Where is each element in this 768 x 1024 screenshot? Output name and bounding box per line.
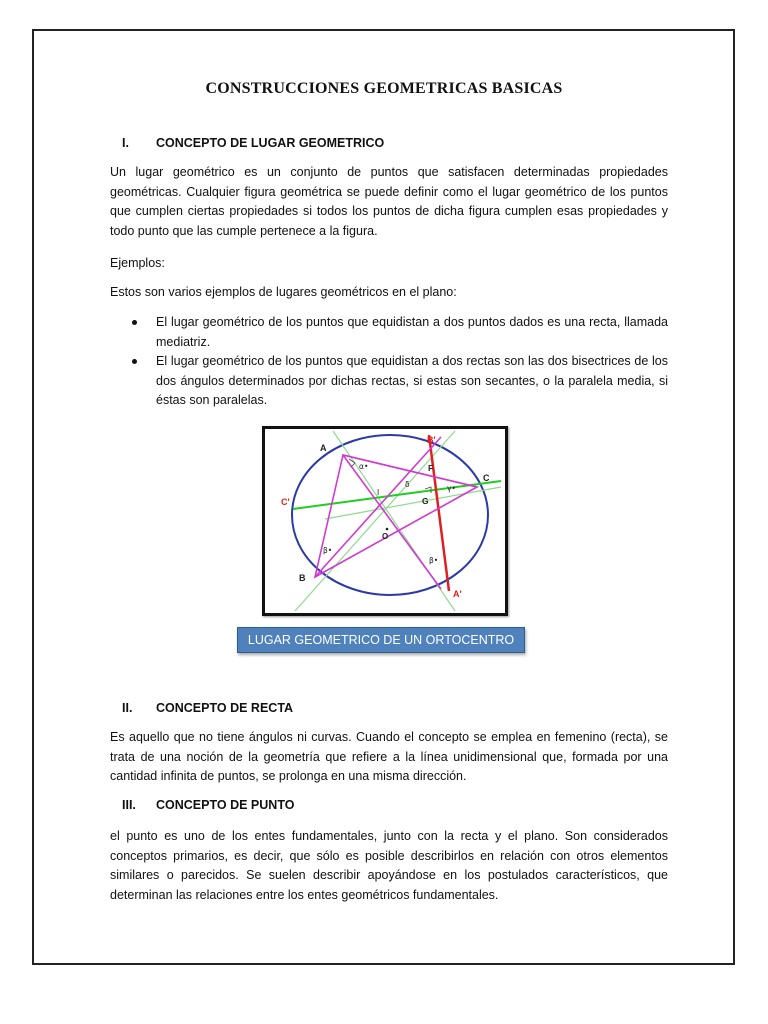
- section-2-heading: [122, 701, 293, 715]
- label-a: A: [320, 443, 327, 453]
- section-1-heading-text: CONCEPTO DE LUGAR GEOMETRICO: [156, 136, 385, 150]
- label-c: C: [483, 473, 490, 483]
- section-1-paragraph: Un lugar geométrico es un conjunto de puntos que satisfacen determinadas propiedades geométricas. Cualquier figura geométrica se puede definir como el lugar geométrico de los puntos que cumplen ciertas propiedades si todos los puntos de dicha figura cumplen esas propiedades y todo punto que las cumple pertenece a la figura.: [110, 165, 668, 238]
- label-beta-right: β•: [429, 556, 439, 565]
- list-item: El lugar geométrico de los puntos que equidistan a dos rectas son las dos bisectrices de los dos ángulos determinados por dichas rectas, si estas son secantes, o la paralela media, si éstas son paralelas.: [110, 352, 668, 411]
- label-c-prime: C': [281, 497, 290, 507]
- label-i: I: [377, 488, 380, 497]
- bisector-line: [325, 487, 501, 519]
- label-beta-left: β•: [323, 546, 333, 555]
- label-delta: δ: [405, 480, 410, 489]
- section-2-paragraph: Es aquello que no tiene ángulos ni curvas. Cuando el concepto se emplea en femenino (recta), se trata de una noción de la geometría que refiere a la línea unidimensional que, formada por una cantidad infinita de puntos, se prolonga en una misma dirección.: [110, 730, 668, 783]
- examples-list: [110, 313, 668, 411]
- section-2-number: II.: [122, 701, 133, 715]
- section-3-paragraph: el punto es uno de los entes fundamentales, junto con la recta y el plano. Son considerados conceptos primarios, es decir, que sólo es posible describirlos en relación con otros elementos similares o parecidos. Se suelen describir apoyándose en los postulados característicos, que determinan las relaciones entre los entes geométricos fundamentales.: [110, 829, 668, 902]
- section-3-number: III.: [122, 798, 136, 812]
- section-2-heading-text: CONCEPTO DE RECTA: [156, 701, 294, 715]
- examples-label: Ejemplos:: [110, 256, 165, 270]
- section-3-heading-text: CONCEPTO DE PUNTO: [156, 798, 295, 812]
- label-a-prime: A': [453, 589, 462, 599]
- section-1-number: I.: [122, 136, 129, 150]
- label-g: G: [422, 496, 429, 506]
- label-b: B: [299, 573, 306, 583]
- figure-caption: LUGAR GEOMETRICO DE UN ORTOCENTRO: [237, 627, 525, 653]
- section-1-heading: [122, 136, 384, 150]
- cevian-line: [315, 437, 441, 577]
- label-b-prime: B': [427, 435, 436, 445]
- orthocenter-figure: [262, 426, 508, 616]
- label-o: O: [382, 532, 389, 541]
- red-line: [429, 435, 449, 591]
- orthocenter-diagram: [265, 429, 505, 613]
- label-f: F: [428, 463, 434, 473]
- label-gamma: γ•: [447, 484, 456, 493]
- examples-intro: Estos son varios ejemplos de lugares geométricos en el plano:: [110, 285, 457, 299]
- document-title: CONSTRUCCIONES GEOMETRICAS BASICAS: [205, 80, 563, 97]
- point-o-dot: [386, 528, 389, 531]
- list-item: El lugar geométrico de los puntos que equidistan a dos puntos dados es una recta, llamada mediatriz.: [110, 313, 668, 352]
- section-3-heading: [122, 798, 294, 812]
- label-alpha: α•: [359, 462, 369, 471]
